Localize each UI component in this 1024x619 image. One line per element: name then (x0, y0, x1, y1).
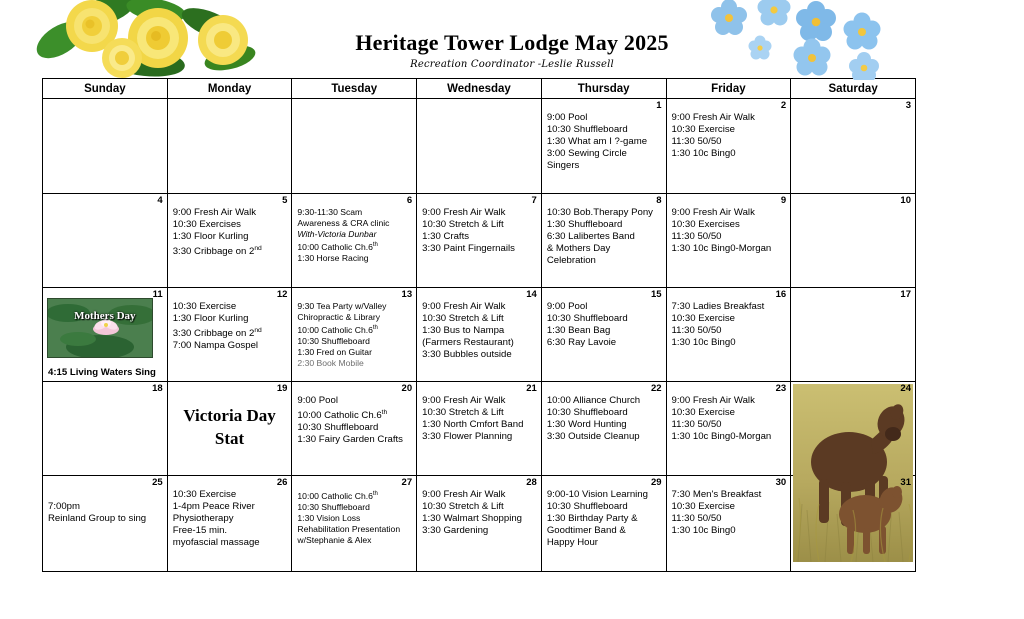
event-text: 10:30 Shuffleboard (297, 335, 370, 346)
calendar-day-6[interactable] (292, 194, 417, 288)
day-number: 11 (152, 289, 163, 300)
day-number: 6 (406, 195, 413, 206)
event-text: 3:30 Paint Fingernails (422, 243, 515, 255)
event-text: 10:00 Alliance Church (546, 395, 641, 406)
event-text: 10:30 Shuffleboard (546, 313, 628, 325)
event-text: 3:00 Sewing Circle (546, 148, 627, 160)
day-number: 16 (775, 289, 787, 300)
day-number: 20 (401, 383, 413, 394)
event-text: 7:30 Ladies Breakfast (671, 301, 765, 312)
event-text: 3:30 Cribbage on 2nd (172, 327, 262, 340)
event-text: 10:30 Stretch & Lift (422, 219, 504, 231)
event-text: 3:30 Flower Planning (422, 431, 513, 443)
event-text: 1:30 Floor Kurling (172, 231, 249, 243)
event-text: 11:30 50/50 (671, 231, 722, 243)
calendar-day-18[interactable] (43, 382, 168, 476)
calendar-day-17[interactable] (791, 288, 916, 382)
event-text: 10:00 Catholic Ch.6th (297, 490, 378, 501)
event-text: (Farmers Restaurant) (422, 337, 514, 349)
event-text: 9:30-11:30 Scam (297, 207, 363, 217)
event-text: 2:30 Book Mobile (297, 357, 364, 368)
calendar-day-19[interactable] (167, 382, 292, 476)
event-text: Reinland Group to sing (48, 513, 147, 525)
day-number: 24 (900, 383, 911, 394)
event-list (292, 476, 416, 548)
event-text: 9:00 Fresh Air Walk (671, 395, 755, 406)
event-list (417, 476, 541, 539)
event-text: 10:30 Shuffleboard (546, 124, 628, 136)
calendar-day-2[interactable] (666, 99, 791, 194)
event-text: 9:00 Fresh Air Walk (422, 301, 506, 312)
event-text: 9:00-10 Vision Learning (546, 489, 648, 500)
event-text: 10:30 Shuffleboard (297, 501, 370, 512)
event-text: 10:30 Shuffleboard (546, 501, 628, 513)
calendar-day-empty[interactable] (43, 99, 168, 194)
event-text: 1:30 Bean Bag (546, 325, 611, 337)
calendar-day-9[interactable] (666, 194, 791, 288)
event-list (542, 99, 666, 174)
event-list (43, 476, 167, 527)
event-text: 11:30 50/50 (671, 419, 722, 431)
event-text: 1:30 10c Bing0-Morgan (671, 243, 772, 255)
event-text: 10:00 Catholic Ch.6th (297, 241, 378, 252)
day-number: 25 (152, 477, 163, 488)
event-text: 10:30 Stretch & Lift (422, 313, 504, 325)
event-text: 1:30 Shuffleboard (546, 219, 623, 231)
calendar-week-row (43, 99, 916, 194)
calendar-header (0, 0, 1024, 78)
event-text: 1:30 10c Bing0 (671, 337, 736, 349)
event-text: 1:30 Floor Kurling (172, 313, 249, 325)
event-list (667, 288, 791, 351)
event-text: myofascial massage (172, 537, 260, 549)
calendar-day-23[interactable] (666, 382, 791, 476)
event-text: 9:00 Pool (546, 301, 588, 312)
event-text: 1:30 Crafts (422, 231, 470, 243)
event-text: 9:00 Fresh Air Walk (422, 489, 506, 500)
calendar-day-1[interactable] (541, 99, 666, 194)
event-text: & Mothers Day (546, 243, 611, 255)
event-text: 1-4pm Peace River (172, 501, 255, 513)
event-list (417, 382, 541, 445)
event-text: Free-15 min. (172, 525, 228, 537)
day-number: 26 (276, 477, 288, 488)
calendar-week-row (43, 288, 916, 382)
event-list (542, 476, 666, 551)
event-text: 11:30 50/50 (671, 513, 722, 525)
event-list (168, 194, 292, 261)
event-text: 1:30 Bus to Nampa (422, 325, 505, 337)
calendar-day-20[interactable] (292, 382, 417, 476)
event-text: 9:00 Fresh Air Walk (671, 207, 755, 218)
mothers-day-caption: Mothers Day (74, 310, 136, 322)
calendar-week-row (43, 476, 916, 572)
day-number: 1 (656, 100, 662, 111)
day-number: 28 (526, 477, 537, 488)
event-list (292, 382, 416, 449)
event-text: 1:30 10c Bing0-Morgan (671, 431, 772, 443)
event-text: 1:30 Fairy Garden Crafts (297, 434, 403, 446)
calendar-day-empty[interactable] (417, 99, 542, 194)
calendar-day-25[interactable] (43, 476, 168, 572)
event-text: 9:00 Fresh Air Walk (422, 207, 506, 218)
calendar-day-8[interactable] (541, 194, 666, 288)
day-number: 23 (775, 383, 787, 394)
event-text: 3:30 Gardening (422, 525, 489, 537)
calendar-week-row (43, 194, 916, 288)
event-text: Physiotherapy (172, 513, 234, 525)
day-number: 4 (157, 195, 163, 206)
event-text: 10:30 Exercise (671, 124, 735, 136)
day-number: 15 (650, 289, 662, 300)
event-text: 1:30 10c Bing0 (671, 148, 736, 160)
day-number: 8 (656, 195, 662, 206)
event-text: Celebration (546, 255, 596, 267)
event-text: 3:30 Outside Cleanup (546, 431, 640, 443)
calendar-day-12[interactable] (167, 288, 292, 382)
event-text: 10:00 Catholic Ch.6th (297, 409, 388, 422)
calendar-day-31[interactable] (791, 476, 916, 572)
event-text: 1:30 What am I ?-game (546, 136, 648, 148)
event-text: 7:30 Men's Breakfast (671, 489, 762, 500)
event-text: 1:30 Walmart Shopping (422, 513, 523, 525)
day-number: 17 (900, 289, 911, 300)
event-list (292, 288, 416, 371)
day-number: 18 (152, 383, 163, 394)
event-list (292, 194, 416, 266)
day-number: 27 (401, 477, 413, 488)
event-text: 10:30 Exercises (172, 219, 241, 231)
event-list (417, 194, 541, 257)
event-text: 3:30 Bubbles outside (422, 349, 512, 361)
event-text: 1:30 Vision Loss (297, 512, 361, 523)
event-list (667, 382, 791, 445)
event-text: 9:00 Fresh Air Walk (422, 395, 506, 406)
day-number: 19 (276, 383, 288, 394)
event-list (542, 382, 666, 445)
calendar-day-15[interactable] (541, 288, 666, 382)
weekday-header-row (43, 79, 916, 99)
event-text: 1:30 North Cmfort Band (422, 419, 524, 431)
water-lily-photo (47, 298, 153, 358)
event-text: 9:00 Fresh Air Walk (671, 112, 755, 123)
event-text: 9:00 Pool (297, 395, 338, 406)
event-text: 6:30 Lalibertes Band (546, 231, 635, 243)
event-text: 6:30 Ray Lavoie (546, 337, 617, 349)
event-list (168, 476, 292, 551)
event-text: 10:30 Shuffleboard (546, 407, 628, 419)
event-text: Goodtimer Band & (546, 525, 626, 537)
event-list (168, 288, 292, 355)
event-text: w/Stephanie & Alex (297, 534, 372, 545)
weekday-header-wednesday: Wednesday (417, 79, 542, 99)
holiday-label: Victoria Day Stat (183, 406, 276, 448)
day-number: 12 (276, 289, 288, 300)
calendar-day-11[interactable] (43, 288, 168, 382)
event-text: 10:30 Exercises (671, 219, 740, 231)
calendar-week-row (43, 382, 916, 476)
calendar-day-28[interactable] (417, 476, 542, 572)
event-list (667, 194, 791, 257)
calendar-day-22[interactable] (541, 382, 666, 476)
event-text: With-Victoria Dunbar (297, 229, 377, 239)
calendar-day-26[interactable] (167, 476, 292, 572)
event-text: 1:30 Word Hunting (546, 419, 627, 431)
event-text: 9:30 Tea Party w/Valley (297, 301, 387, 311)
calendar-day-3[interactable] (791, 99, 916, 194)
event-text: Rehabilitation Presentation (297, 523, 401, 534)
event-text: 10:30 Exercise (671, 501, 735, 513)
weekday-header-tuesday: Tuesday (292, 79, 417, 99)
weekday-header-saturday: Saturday (791, 79, 916, 99)
event-text: 7:00pm (48, 501, 80, 513)
calendar-day-empty[interactable] (167, 99, 292, 194)
day-number: 7 (531, 195, 537, 206)
calendar-day-13[interactable] (292, 288, 417, 382)
event-text: 9:00 Fresh Air Walk (172, 207, 257, 218)
day-number: 2 (780, 100, 787, 111)
day-number: 5 (282, 195, 288, 206)
calendar-day-5[interactable] (167, 194, 292, 288)
event-text: 1:30 Fred on Guitar (297, 346, 372, 357)
calendar-day-16[interactable] (666, 288, 791, 382)
event-text: 1:30 Horse Racing (297, 252, 369, 263)
event-text: 3:30 Cribbage on 2nd (172, 245, 262, 258)
day-number: 9 (780, 195, 787, 206)
day-number: 22 (650, 383, 662, 394)
day-number: 21 (526, 383, 537, 394)
page-title: Heritage Tower Lodge May 2025 (355, 30, 669, 55)
event-list (542, 288, 666, 351)
event-text: 11:30 50/50 (671, 136, 722, 148)
event-text: Awareness & CRA clinic (297, 218, 390, 228)
event-text: 10:30 Exercise (172, 301, 237, 312)
weekday-header-sunday: Sunday (43, 79, 168, 99)
calendar-day-4[interactable] (43, 194, 168, 288)
event-text: 11:30 50/50 (671, 325, 722, 337)
page-subtitle: Recreation Coordinator -Leslie Russell (410, 59, 614, 70)
calendar-day-24[interactable] (791, 382, 916, 476)
calendar-day-7[interactable] (417, 194, 542, 288)
day-number: 14 (526, 289, 537, 300)
event-list (417, 288, 541, 363)
event-text (48, 489, 163, 501)
calendar-day-21[interactable] (417, 382, 542, 476)
weekday-header-thursday: Thursday (541, 79, 666, 99)
weekday-header-friday: Friday (666, 79, 791, 99)
event-text: 10:30 Stretch & Lift (422, 407, 504, 419)
day-number: 13 (401, 289, 413, 300)
event-text: 9:00 Pool (546, 112, 588, 123)
event-text: 10:30 Stretch & Lift (422, 501, 504, 513)
event-text: Singers (546, 160, 580, 172)
event-text: 10:30 Exercise (671, 313, 735, 325)
event-text: 10:30 Bob.Therapy Pony (546, 207, 653, 218)
day-number: 31 (900, 477, 911, 488)
calendar-day-empty[interactable] (292, 99, 417, 194)
calendar-day-14[interactable] (417, 288, 542, 382)
event-text: 1:30 10c Bing0 (671, 525, 736, 537)
event-list (667, 99, 791, 162)
day-number: 10 (900, 195, 911, 206)
weekday-header-monday: Monday (167, 79, 292, 99)
calendar-day-29[interactable] (541, 476, 666, 572)
event-text: Chiropractic & Library (297, 312, 381, 322)
calendar-table (42, 78, 916, 572)
event-list (542, 194, 666, 269)
event-text: 10:30 Shuffleboard (297, 422, 379, 434)
event-text: 10:00 Catholic Ch.6th (297, 324, 378, 335)
event-text: 4:15 Living Waters Sing (48, 367, 156, 378)
day-number: 3 (905, 100, 911, 111)
event-text: 1:30 Birthday Party & (546, 513, 638, 525)
calendar-day-10[interactable] (791, 194, 916, 288)
event-text: 10:30 Exercise (172, 489, 237, 500)
event-text: 10:30 Exercise (671, 407, 735, 419)
event-text: Happy Hour (546, 537, 599, 549)
day-number: 30 (775, 477, 787, 488)
event-list (667, 476, 791, 539)
event-text: 7:00 Nampa Gospel (172, 340, 259, 352)
calendar-day-30[interactable] (666, 476, 791, 572)
calendar-day-27[interactable] (292, 476, 417, 572)
day-number: 29 (650, 477, 662, 488)
